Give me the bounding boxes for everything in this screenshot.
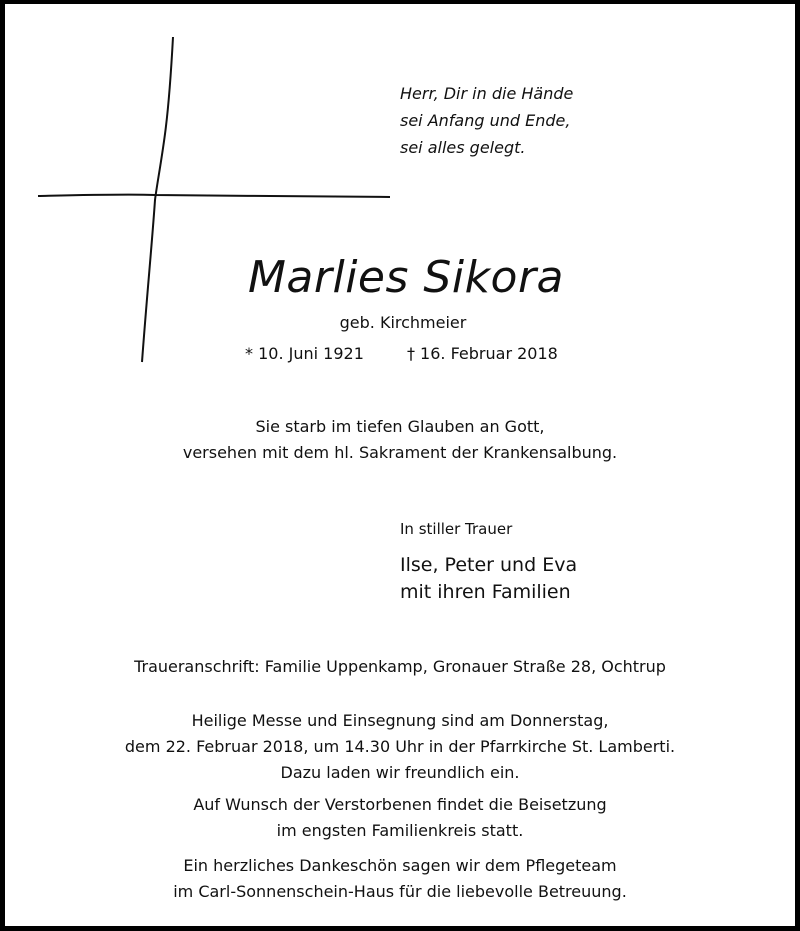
service-info xyxy=(5,708,795,786)
birth-date: * 10. Juni 1921 xyxy=(245,344,364,363)
mourning-address: Traueranschrift: Familie Uppenkamp, Gronauer Straße 28, Ochtrup xyxy=(134,657,666,676)
life-dates xyxy=(245,344,558,363)
death-date: † 16. Februar 2018 xyxy=(406,344,558,363)
obituary-notice xyxy=(5,4,795,926)
deceased-name: Marlies Sikora xyxy=(247,252,565,303)
text-line: dem 22. Februar 2018, um 14.30 Uhr in der Pfarrkirche St. Lamberti. xyxy=(124,737,676,756)
thanks-text xyxy=(5,853,795,905)
motto-line: sei Anfang und Ende, xyxy=(400,111,571,130)
mourner-line: mit ihren Familien xyxy=(400,581,571,603)
burial-info xyxy=(5,792,795,844)
mourning-intro: In stiller Trauer xyxy=(400,520,513,538)
text-line: Auf Wunsch der Verstorbenen findet die Beisetzung xyxy=(193,795,607,814)
mourners-names xyxy=(400,552,577,606)
motto-verse xyxy=(400,80,573,161)
text-line: Dazu laden wir freundlich ein. xyxy=(280,763,520,782)
maiden-name: geb. Kirchmeier xyxy=(339,313,467,332)
text-line: versehen mit dem hl. Sakrament der Krankensalbung. xyxy=(182,443,618,462)
text-line: im Carl-Sonnenschein-Haus für die liebevolle Betreuung. xyxy=(173,882,627,901)
motto-line: Herr, Dir in die Hände xyxy=(400,84,574,103)
text-line: Sie starb im tiefen Glauben an Gott, xyxy=(255,417,545,436)
mourner-line: Ilse, Peter und Eva xyxy=(400,554,578,576)
text-line: Ein herzliches Dankeschön sagen wir dem Pflegeteam xyxy=(183,856,617,875)
text-line: im engsten Familienkreis statt. xyxy=(276,821,524,840)
faith-text xyxy=(5,414,795,466)
motto-line: sei alles gelegt. xyxy=(400,138,526,157)
text-line: Heilige Messe und Einsegnung sind am Donnerstag, xyxy=(191,711,609,730)
